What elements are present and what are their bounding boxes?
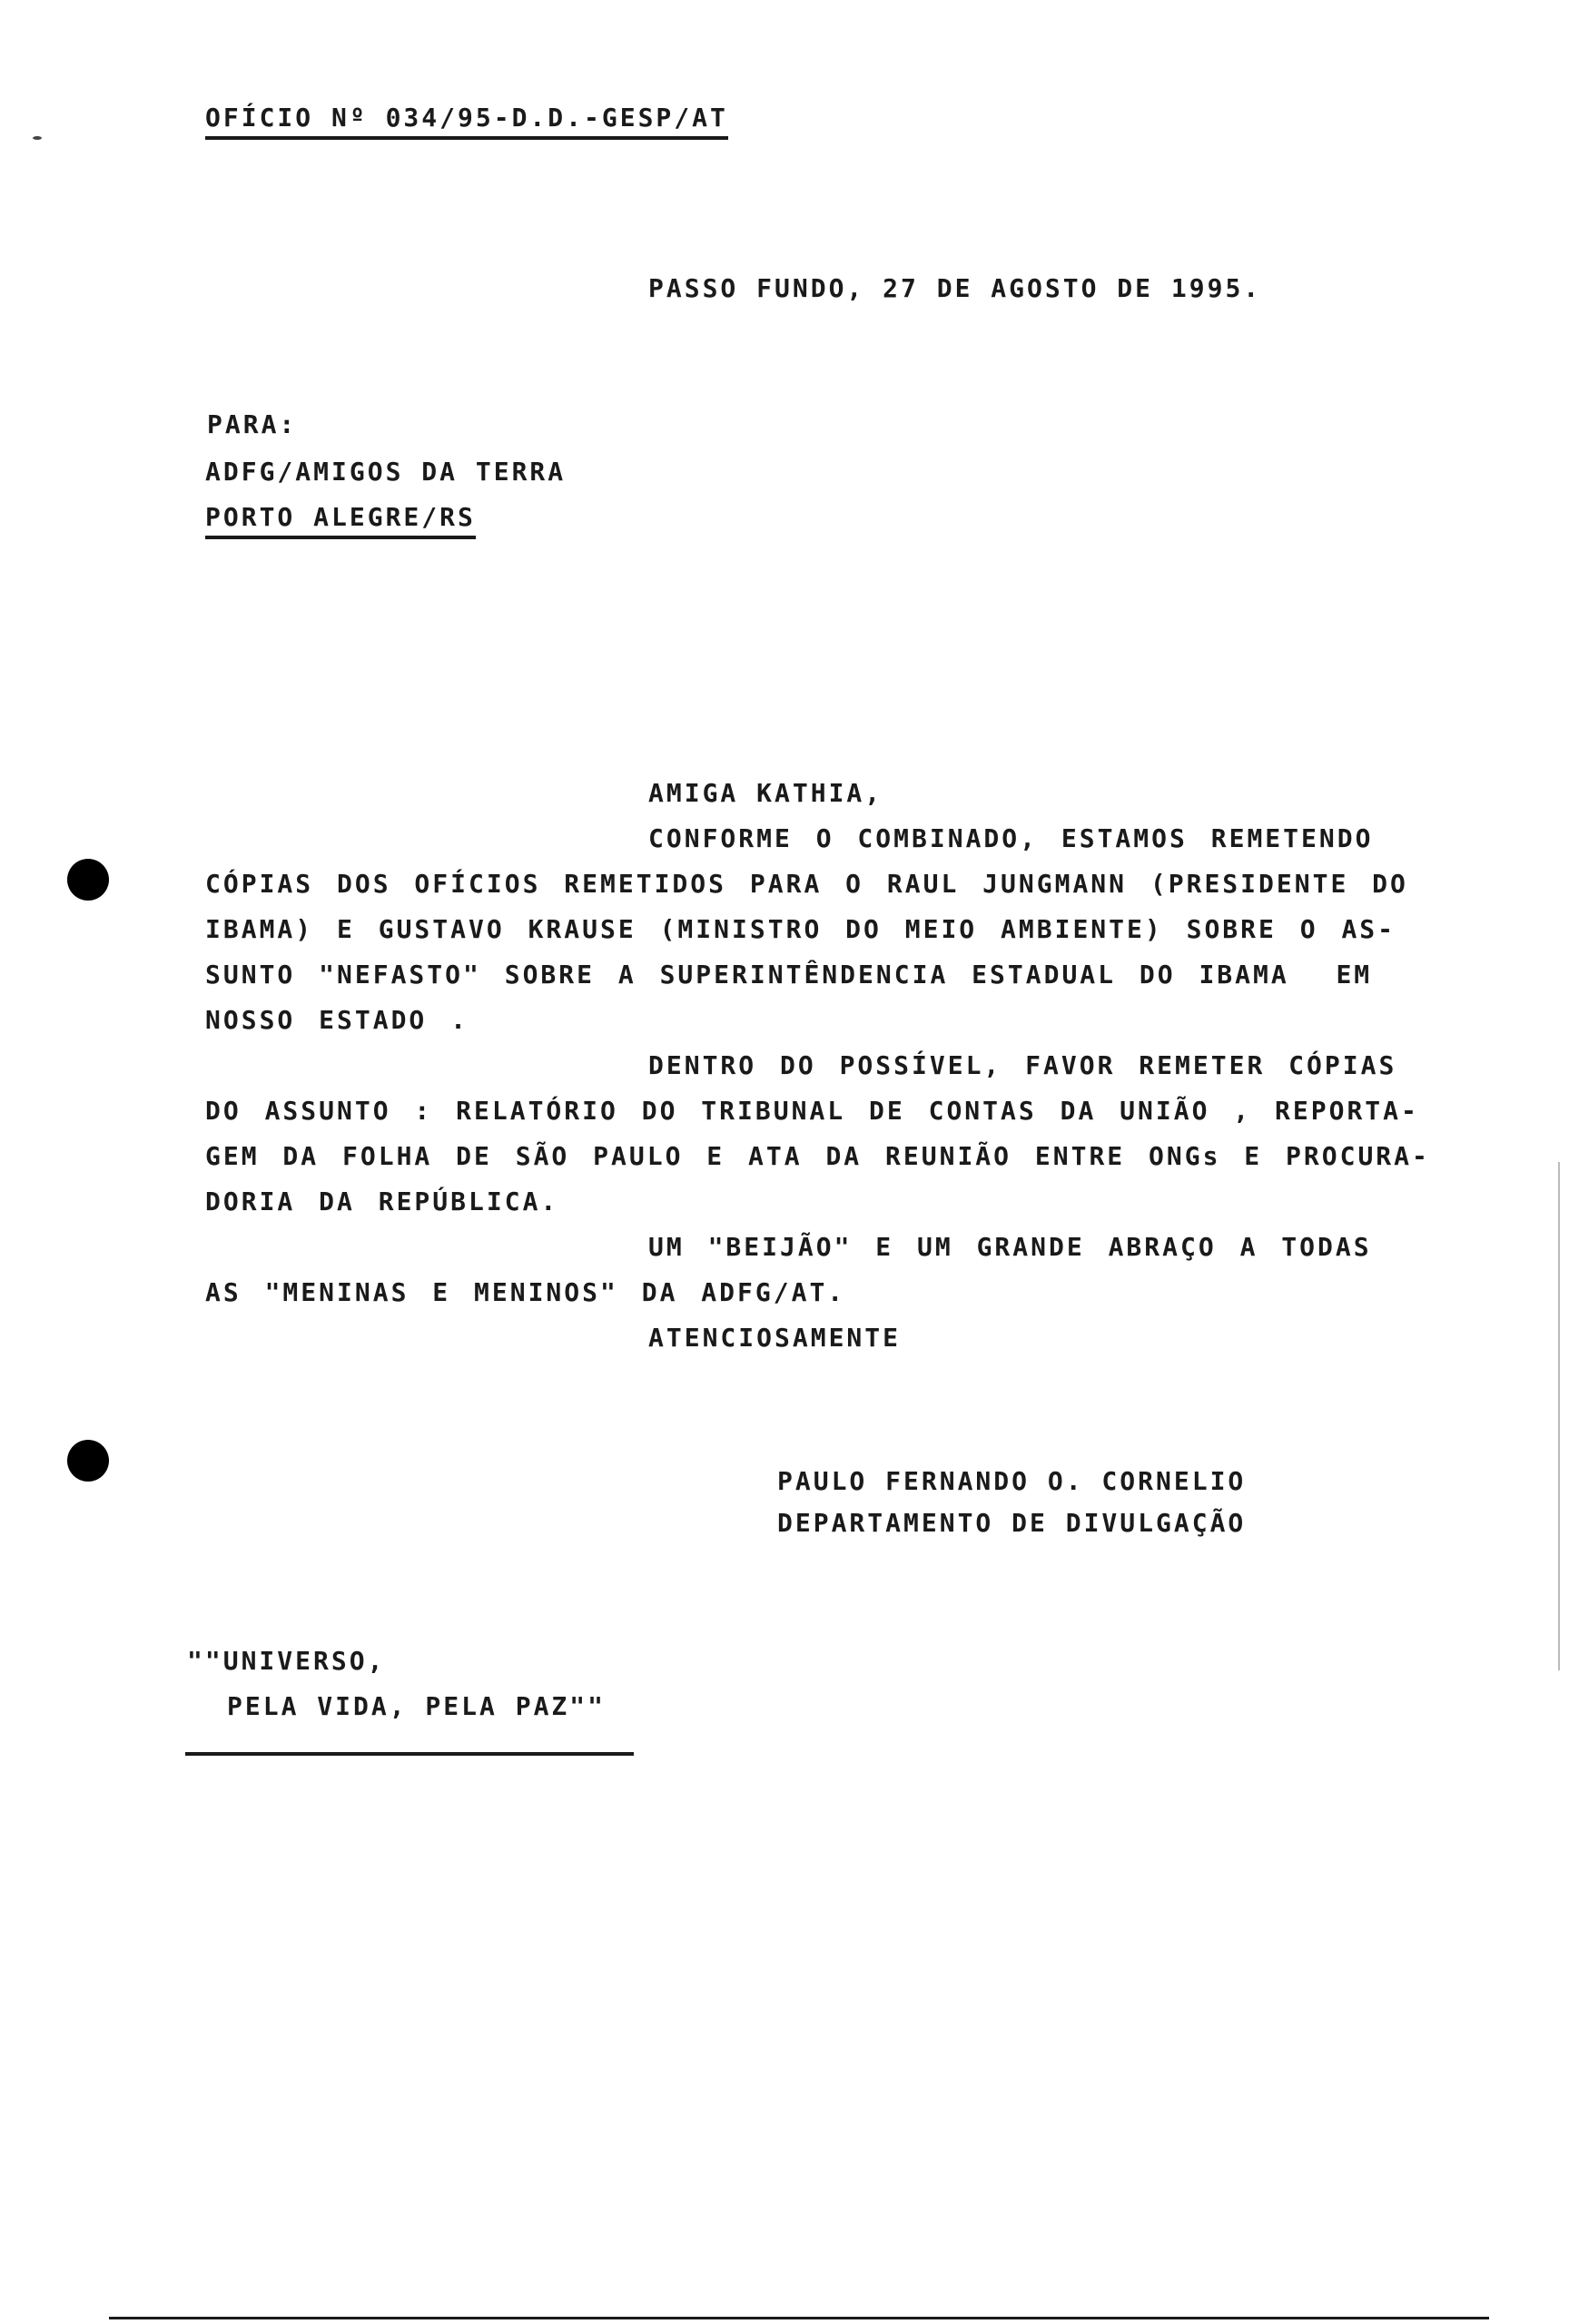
- body-line: DO ASSUNTO : RELATÓRIO DO TRIBUNAL DE CONTAS DA UNIÃO , REPORTA-: [205, 1096, 1419, 1126]
- motto-line-2: PELA VIDA, PELA PAZ"": [227, 1691, 607, 1721]
- page-edge-right: [1558, 1162, 1560, 1670]
- binder-hole: [67, 1440, 109, 1482]
- body-line: GEM DA FOLHA DE SÃO PAULO E ATA DA REUNIÃO ENTRE ONGs E PROCURA-: [205, 1141, 1430, 1171]
- recipient-city: PORTO ALEGRE/RS: [205, 501, 476, 539]
- body-line: UM "BEIJÃO" E UM GRANDE ABRAÇO A TODAS: [648, 1232, 1372, 1262]
- body-line: NOSSO ESTADO .: [205, 1005, 469, 1035]
- body-line: DENTRO DO POSSÍVEL, FAVOR REMETER CÓPIAS: [648, 1050, 1397, 1080]
- paper-speck: [33, 136, 42, 140]
- body-line: DORIA DA REPÚBLICA.: [205, 1187, 559, 1216]
- body-line: SUNTO "NEFASTO" SOBRE A SUPERINTÊNDENCIA ESTADUAL DO IBAMA EM: [205, 960, 1373, 990]
- body-line: CÓPIAS DOS OFÍCIOS REMETIDOS PARA O RAUL JUNGMANN (PRESIDENTE DO: [205, 869, 1408, 899]
- recipient-label: PARA:: [207, 409, 298, 439]
- body-line: AS "MENINAS E MENINOS" DA ADFG/AT.: [205, 1277, 846, 1307]
- closing: ATENCIOSAMENTE: [648, 1323, 902, 1353]
- recipient-organization: ADFG/AMIGOS DA TERRA: [205, 457, 567, 487]
- signature-name: PAULO FERNANDO O. CORNELIO: [777, 1466, 1247, 1496]
- body-line: IBAMA) E GUSTAVO KRAUSE (MINISTRO DO MEIO AMBIENTE) SOBRE O AS-: [205, 914, 1396, 944]
- binder-hole: [67, 859, 109, 901]
- document-reference: OFÍCIO Nº 034/95-D.D.-GESP/AT: [205, 102, 728, 140]
- motto-underline: [185, 1752, 634, 1756]
- place-and-date: PASSO FUNDO, 27 DE AGOSTO DE 1995.: [648, 273, 1262, 303]
- body-line: CONFORME O COMBINADO, ESTAMOS REMETENDO: [648, 823, 1374, 853]
- salutation: AMIGA KATHIA,: [648, 778, 883, 808]
- signature-department: DEPARTAMENTO DE DIVULGAÇÃO: [777, 1508, 1247, 1538]
- page-edge-bottom: [109, 2317, 1489, 2319]
- motto-line-1: ""UNIVERSO,: [187, 1646, 386, 1676]
